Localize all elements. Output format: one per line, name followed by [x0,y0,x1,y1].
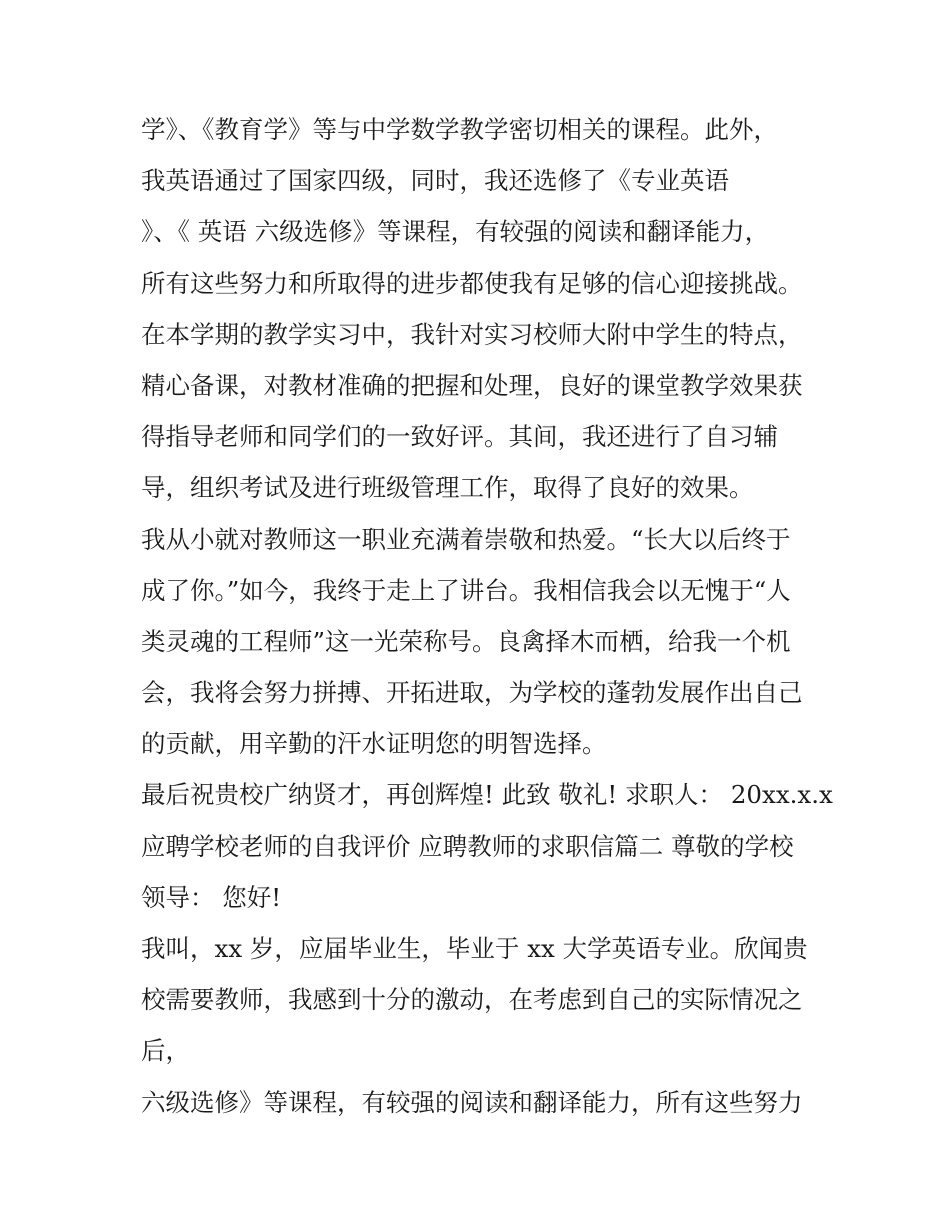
text-line: 我从小就对教师这一职业充满着崇敬和热爱。“长大以后终于 [141,524,791,554]
text-line: 在本学期的教学实习中，我针对实习校师大附中学生的特点， [141,319,803,349]
text-line: 我叫，xx 岁，应届毕业生，毕业于 xx 大学英语专业。欣闻贵 [141,934,808,963]
text-line: 领导： 您好! [141,882,282,912]
text-line: 所有这些努力和所取得的进步都使我有足够的信心迎接挑战。 [141,268,803,298]
text-line: 后， [141,1036,190,1066]
text-line: 的贡献，用辛勤的汗水证明您的明智选择。 [141,729,607,759]
text-line: 成了你。”如今，我终于走上了讲台。我相信我会以无愧于“人 [141,575,791,605]
text-line: 得指导老师和同学们的一致好评。其间，我还进行了自习辅 [141,422,778,452]
text-line: 精心备课，对教材准确的把握和处理，良好的课堂教学效果获 [141,370,803,400]
text-line: 我英语通过了国家四级，同时，我还选修了《专业英语 [141,166,729,196]
text-line: 类灵魂的工程师”这一光荣称号。良禽择木而栖，给我一个机 [141,626,791,656]
text-line: 》、《 英语 六级选修》等课程，有较强的阅读和翻译能力， [141,217,770,247]
text-line: 应聘学校老师的自我评价 应聘教师的求职信篇二 尊敬的学校 [141,831,794,861]
text-line: 校需要教师，我感到十分的激动，在考虑到自己的实际情况之 [141,985,803,1015]
text-line: 六级选修》等课程，有较强的阅读和翻译能力，所有这些努力 [141,1087,803,1117]
text-line: 会，我将会努力拼搏、开拓进取，为学校的蓬勃发展作出自己 [141,678,803,708]
text-line: 最后祝贵校广纳贤才，再创辉煌! 此致 敬礼! 求职人： 20xx.x.x [141,780,833,810]
text-line: 学》、《教育学》等与中学数学教学密切相关的课程。此外， [141,115,778,144]
text-line: 导，组织考试及进行班级管理工作，取得了良好的效果。 [141,473,754,503]
body-text [141,104,833,1128]
